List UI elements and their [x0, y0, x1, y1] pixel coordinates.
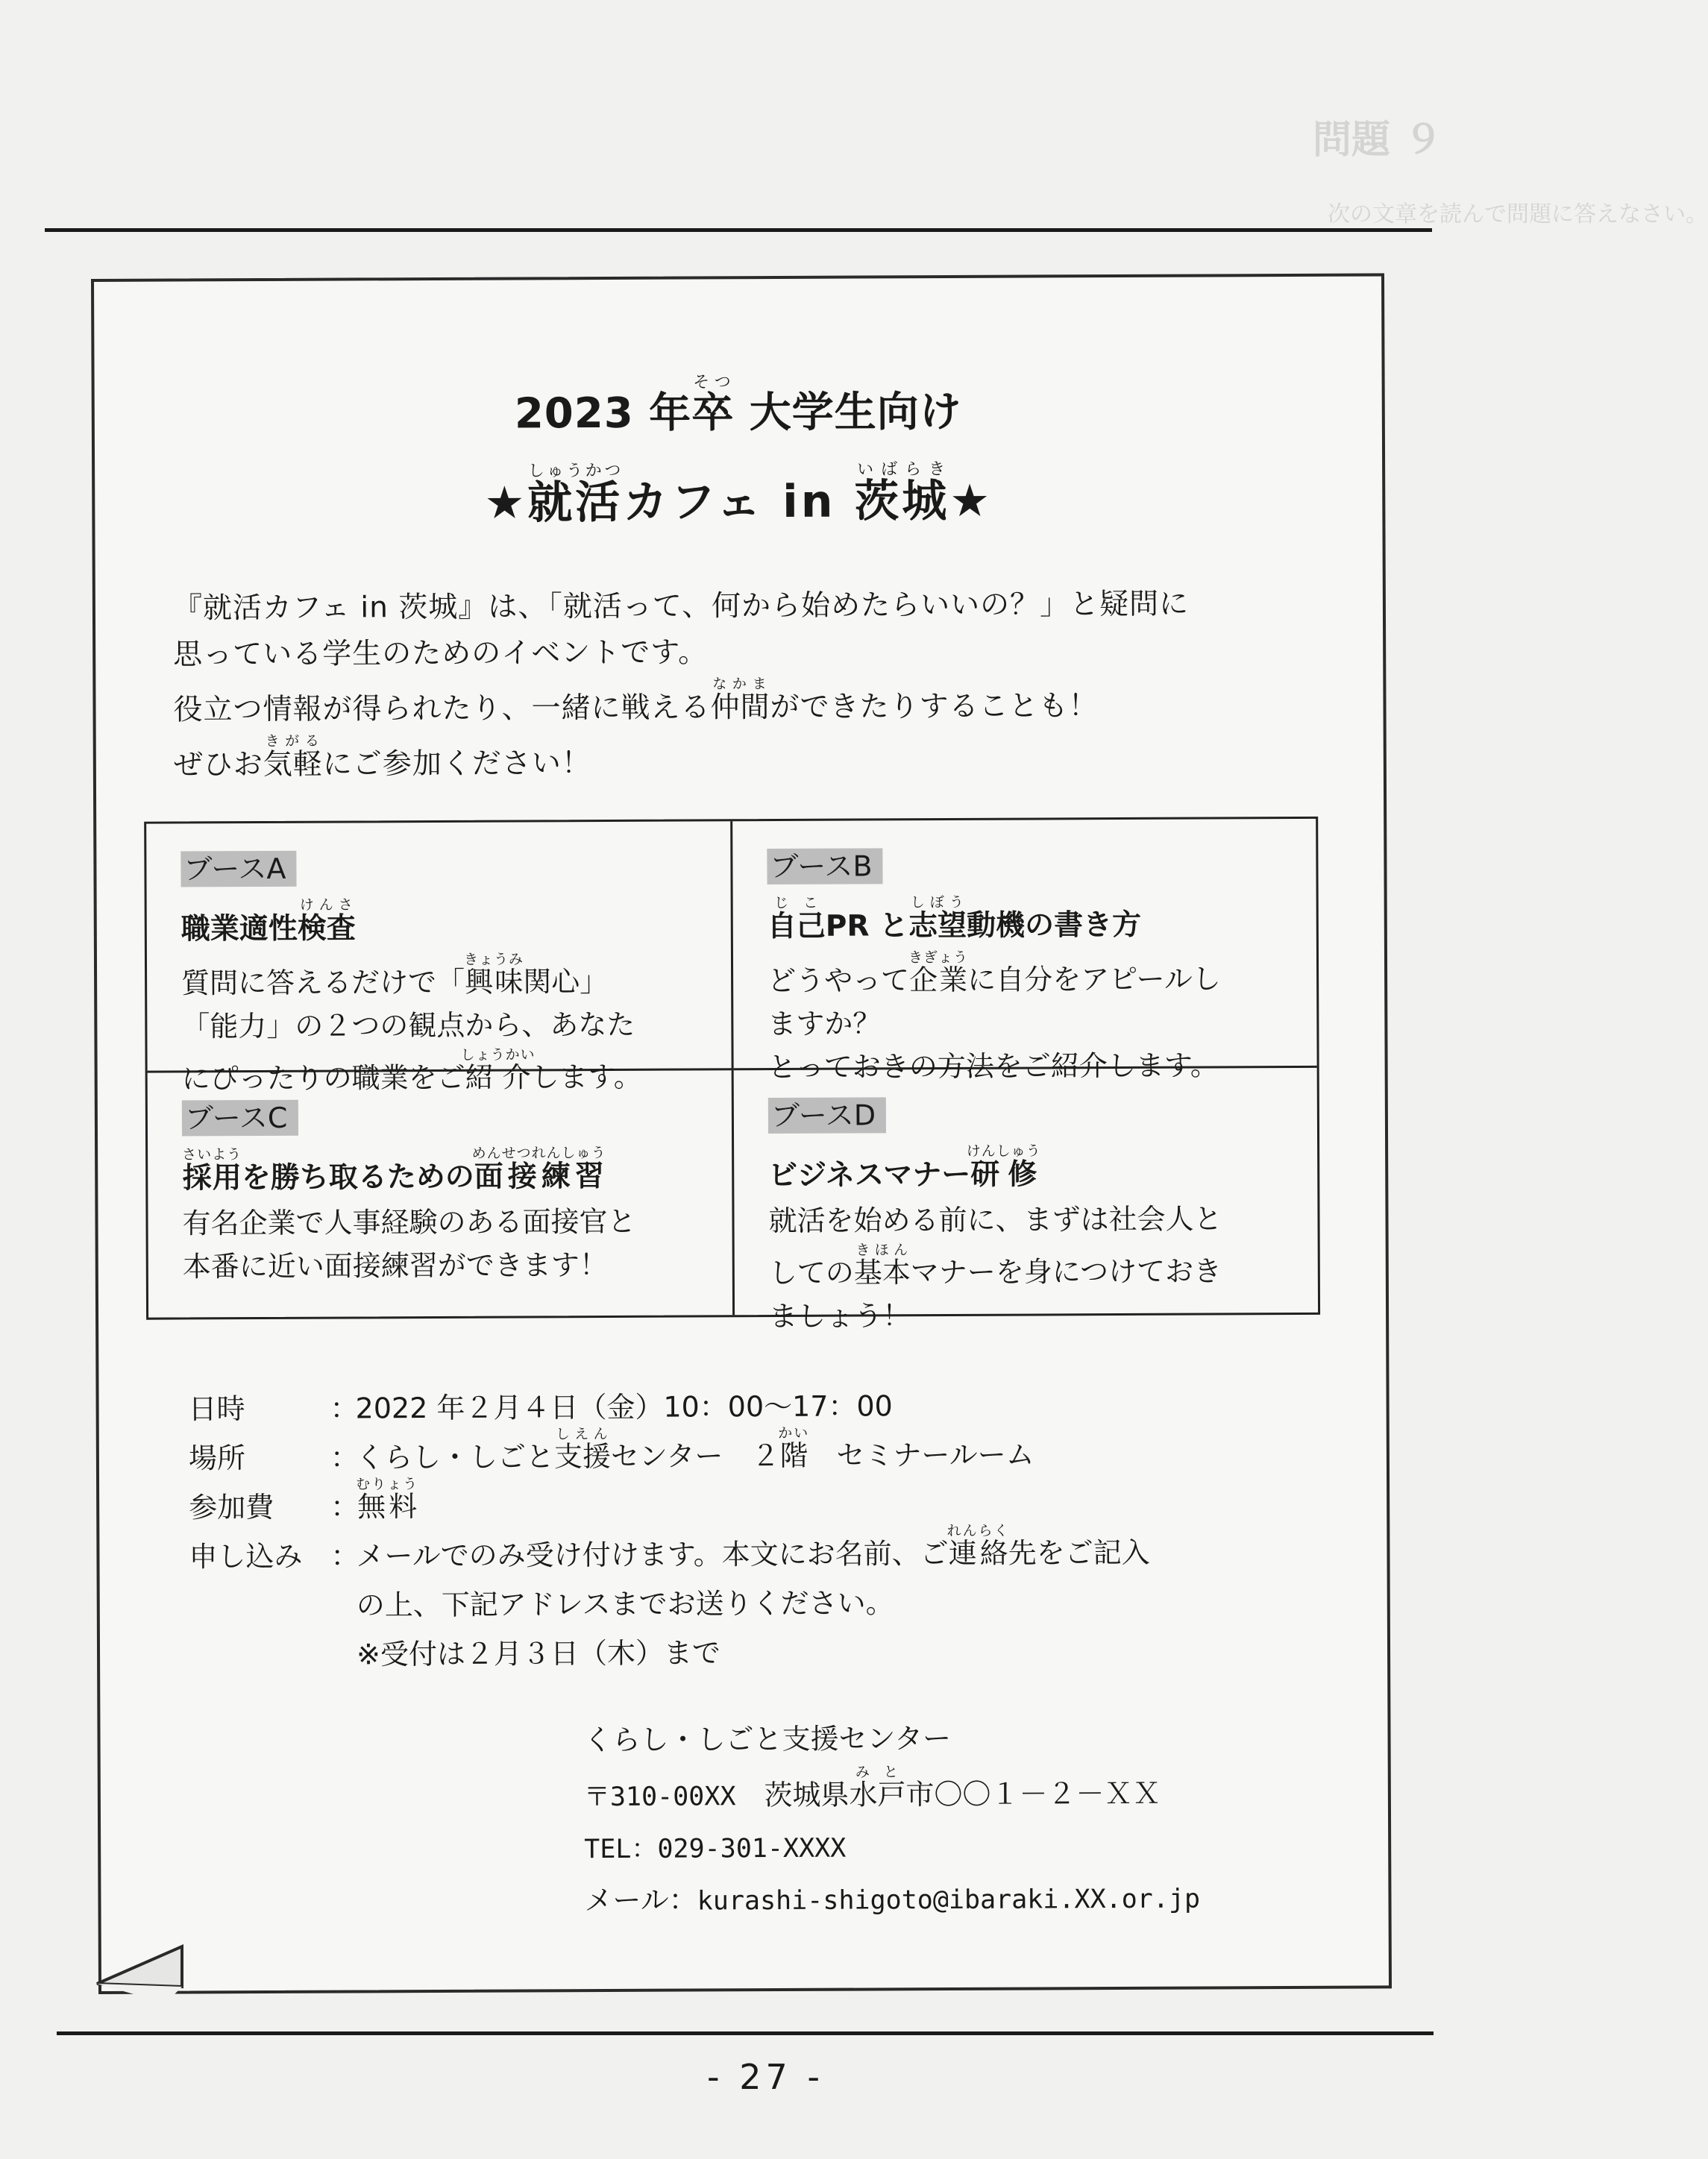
booth-c-tag: ブースC [182, 1100, 298, 1137]
booth-table [144, 817, 1320, 1333]
place-label: 場所 [188, 1442, 246, 1475]
fee-value: 無料むりょう [356, 1476, 419, 1524]
show-through-heading: 問題 ９ [1313, 118, 1443, 163]
top-rule [45, 228, 1432, 232]
star-icon: ★ [484, 477, 528, 529]
place-row: 場所 ： くらし・しごと支援しえんセンター ２階かい セミナールーム [188, 1424, 1034, 1475]
booth-b-title: 自己じこPR と志望しぼう動機の書き方 [767, 893, 1142, 944]
booth-a-title: 職業適性検査けんさ [180, 896, 356, 946]
booth-d-title: ビジネスマナー研修けんしゅう [768, 1143, 1041, 1193]
booth-a [146, 821, 733, 1096]
star-icon: ★ [949, 474, 993, 527]
date-value: 2022 年２月４日（金）10：00〜17：00 [355, 1389, 893, 1425]
intro-text: 『就活カフェ in 茨城』は、「就活って、何から始めたらいいの？」と疑問に 思っている学生のためのイベントです。 役立つ情報が得られたり、一緒に戦える仲間なかまができたりすることも！ ぜひお気軽きがるにご参加ください！ [172, 587, 1190, 782]
fee-label: 参加費 [189, 1490, 274, 1524]
booth-a-description: 質問に答えるだけで「興味きょうみ関心」 「能力」の２つの観点から、あなた にぴったりの職業をご紹介しょうかいします。 [181, 951, 642, 1096]
page-curl-corner [85, 1909, 182, 2006]
booth-d-description: 就活を始める前に、まずは社会人と しての基本きほんマナーを身につけておき ましょう！ [768, 1202, 1222, 1333]
apply-line2: の上、下記アドレスまでお送りください。 [356, 1586, 894, 1622]
booth-c-description: 有名企業で人事経験のある面接官と 本番に近い面接練習ができます！ [182, 1204, 636, 1283]
date-row: 日時 ： 2022 年２月４日（金）10：00〜17：00 [188, 1373, 1351, 1427]
contact-address: 〒310-00XX 茨城県水戸みと市〇〇１－２－ＸＸ [583, 1764, 1161, 1813]
contact-mail: メール：kurashi-shigoto@ibaraki.XX.or.jp [584, 1883, 1201, 1917]
flyer-title-line2: ★就活しゅうかつカフェ in 茨城いばらき★ [484, 459, 993, 529]
booth-d-tag: ブースD [768, 1097, 886, 1134]
bottom-rule [57, 2031, 1434, 2035]
place-value: くらし・しごと支援しえんセンター ２階かい セミナールーム [355, 1424, 1034, 1474]
booth-a-tag: ブースA [180, 851, 296, 887]
contact-block [583, 1712, 1200, 1928]
event-details [188, 1373, 1353, 1674]
contact-org: くらし・しごと支援センター [583, 1721, 952, 1757]
event-flyer [91, 273, 1392, 1994]
apply-value: メールでのみ受け付けます。本文にお名前、ご連絡れんらく先をご記入 [356, 1522, 1150, 1573]
date-label: 日時 [188, 1392, 245, 1426]
apply-deadline: ※受付は２月３日（木）まで [356, 1636, 720, 1671]
booth-c-title: 採用さいようを勝ち取るための面接練習めんせつれんしゅう [182, 1144, 606, 1195]
contact-tel: TEL：029-301-XXXX [584, 1833, 847, 1865]
booth-b-tag: ブースB [767, 848, 882, 884]
booth-d [734, 1068, 1318, 1333]
booth-b-description: どうやって企業きぎょうに自分をアピールし ますか？ とっておきの方法をご紹介します。 [767, 949, 1221, 1084]
show-through-text: 次の文章を読んで問題に答えなさい。 [1328, 201, 1708, 227]
apply-label: 申し込み [189, 1539, 303, 1574]
apply-row: 申し込み ： メールでのみ受け付けます。本文にお名前、ご連絡れんらく先をご記入 [189, 1522, 1150, 1574]
fee-row: 参加費 ： 無料むりょう [189, 1476, 419, 1524]
email-address: kurashi-shigoto@ibaraki.XX.or.jp [697, 1884, 1201, 1917]
booth-c [148, 1070, 735, 1317]
page-number: - 27 - [707, 2057, 824, 2097]
booth-b [732, 819, 1316, 1084]
flyer-title-line1: 2023 年卒そつ 大学生向け [514, 373, 962, 439]
